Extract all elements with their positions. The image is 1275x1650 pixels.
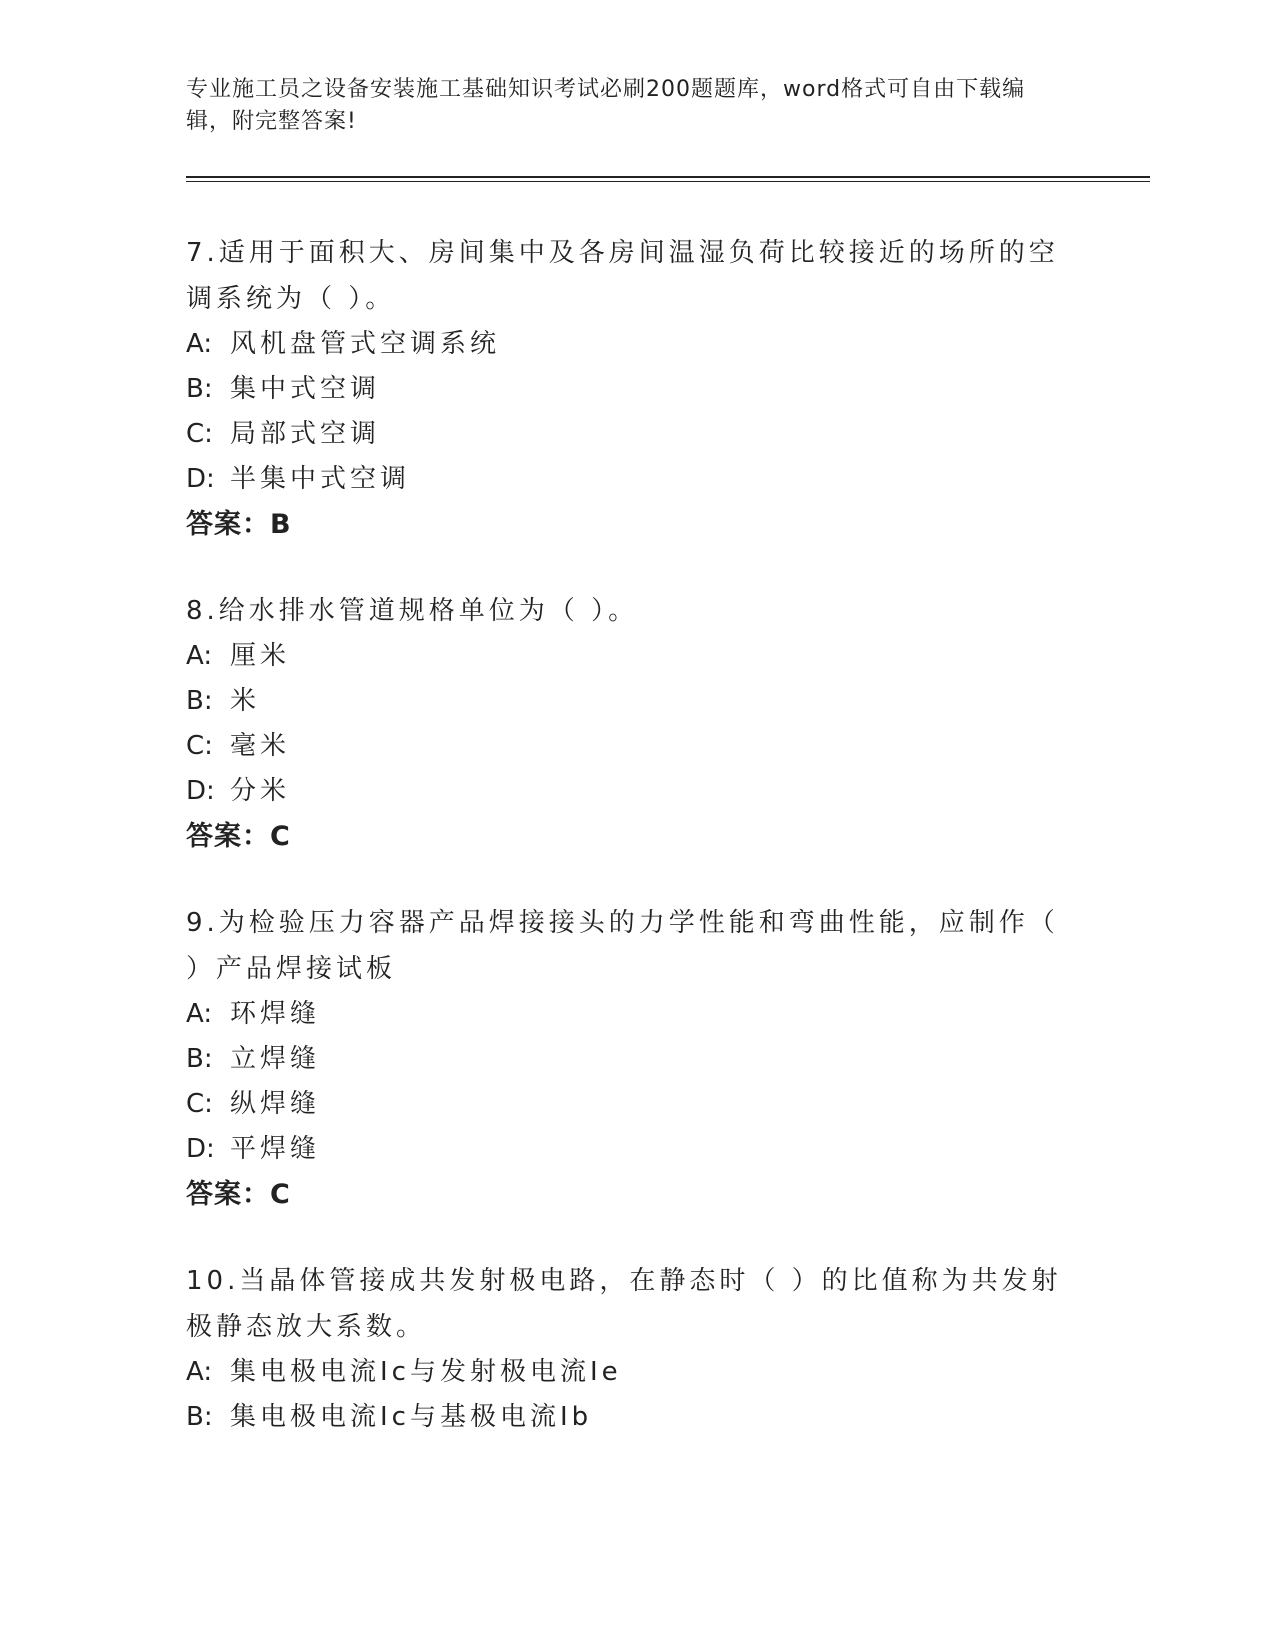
option-b	[186, 679, 1086, 724]
answer-line: 答案：C	[186, 821, 291, 852]
question-stem: 9.为检验压力容器产品焊接接头的力学性能和弯曲性能，应制作（ ）产品焊接试板	[186, 908, 1059, 984]
option-letter: C:	[186, 419, 213, 449]
question-7	[186, 230, 1086, 548]
option-a	[186, 634, 1086, 679]
option-a	[186, 322, 1086, 367]
question-stem: 7.适用于面积大、房间集中及各房间温湿负荷比较接近的场所的空调系统为（ ）。	[186, 238, 1059, 314]
option-letter: A:	[186, 999, 213, 1029]
option-text: 风机盘管式空调系统	[230, 329, 501, 359]
option-d	[186, 769, 1086, 814]
option-text: 毫米	[230, 731, 291, 761]
question-8	[186, 588, 1086, 860]
answer-line: 答案：C	[186, 1179, 291, 1210]
option-letter: B:	[186, 1402, 213, 1432]
option-letter: D:	[186, 1134, 215, 1164]
option-c	[186, 724, 1086, 769]
option-text: 立焊缝	[230, 1044, 321, 1074]
option-letter: B:	[186, 374, 213, 404]
document-header: 专业施工员之设备安装施工基础知识考试必刷200题题库，word格式可自由下载编辑，附完整答案!	[186, 77, 1026, 134]
option-letter: D:	[186, 464, 215, 494]
option-b	[186, 1037, 1086, 1082]
header-divider-thick	[186, 176, 1150, 178]
option-letter: D:	[186, 776, 215, 806]
header-divider-thin	[186, 181, 1150, 182]
option-b	[186, 367, 1086, 412]
option-d	[186, 457, 1086, 502]
option-letter: C:	[186, 731, 213, 761]
option-letter: A:	[186, 329, 213, 359]
option-text: 厘米	[230, 641, 291, 671]
option-a	[186, 1350, 1086, 1395]
option-text: 局部式空调	[230, 419, 381, 449]
question-stem: 8.给水排水管道规格单位为（ ）。	[186, 596, 639, 626]
option-letter: B:	[186, 686, 213, 716]
option-letter: C:	[186, 1089, 213, 1119]
option-a	[186, 992, 1086, 1037]
option-d	[186, 1127, 1086, 1172]
option-text: 平焊缝	[230, 1134, 321, 1164]
option-text: 分米	[230, 776, 291, 806]
answer-line: 答案：B	[186, 509, 292, 540]
option-b	[186, 1395, 1086, 1440]
option-text: 半集中式空调	[230, 464, 411, 494]
option-letter: A:	[186, 641, 213, 671]
question-stem: 10.当晶体管接成共发射极电路，在静态时（ ）的比值称为共发射极静态放大系数。	[186, 1266, 1062, 1342]
question-10	[186, 1258, 1086, 1440]
option-text: 纵焊缝	[230, 1089, 321, 1119]
option-text: 环焊缝	[230, 999, 321, 1029]
option-text: 米	[230, 686, 261, 716]
option-text: 集电极电流Ic与发射极电流Ie	[230, 1357, 622, 1387]
question-list	[186, 230, 1086, 1480]
option-letter: B:	[186, 1044, 213, 1074]
option-text: 集电极电流Ic与基极电流Ib	[230, 1402, 593, 1432]
option-letter: A:	[186, 1357, 213, 1387]
option-text: 集中式空调	[230, 374, 381, 404]
option-c	[186, 412, 1086, 457]
question-9	[186, 900, 1086, 1218]
option-c	[186, 1082, 1086, 1127]
